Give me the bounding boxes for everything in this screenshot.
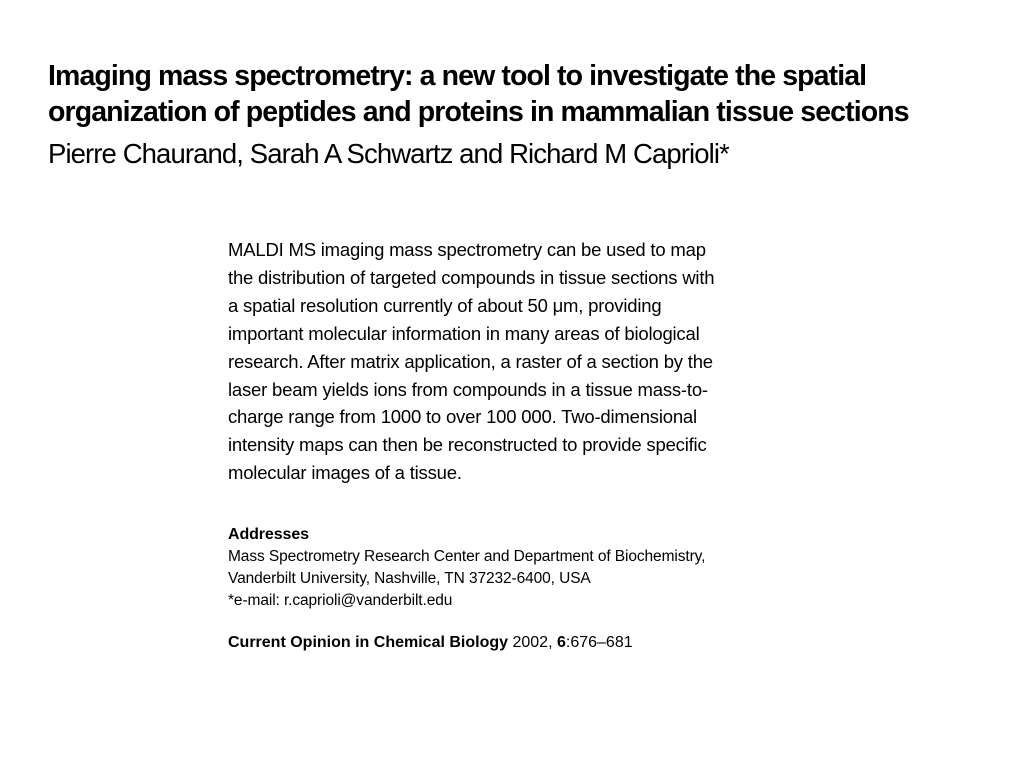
abstract-line: intensity maps can then be reconstructed to provide specific <box>228 434 707 456</box>
abstract-line: laser beam yields ions from compounds in a tissue mass-to- <box>228 378 708 400</box>
title-line-1: Imaging mass spectrometry: a new tool to investigate the spatial <box>48 60 867 92</box>
citation-volume: 6 <box>556 634 566 651</box>
title-line-2: organization of peptides and proteins in mammalian tissue sections <box>48 96 909 128</box>
address-line: Mass Spectrometry Research Center and Department of Biochemistry, <box>228 548 706 565</box>
paper-title <box>48 58 1008 130</box>
abstract-line: MALDI MS imaging mass spectrometry can be used to map <box>228 239 706 260</box>
address-line: Vanderbilt University, Nashville, TN 37232-6400, USA <box>228 570 591 587</box>
abstract <box>228 236 808 487</box>
email-line: *e-mail: r.caprioli@vanderbilt.edu <box>228 592 453 609</box>
addresses-heading: Addresses <box>228 526 309 543</box>
abstract-line: important molecular information in many areas of biological <box>228 322 700 344</box>
citation-year: 2002, <box>512 634 553 651</box>
citation <box>228 632 633 654</box>
abstract-line: the distribution of targeted compounds in tissue sections with <box>228 266 715 288</box>
abstract-line: charge range from 1000 to over 100 000. Two-dimensional <box>228 406 697 428</box>
authors: Pierre Chaurand, Sarah A Schwartz and Richard M Caprioli* <box>48 138 729 169</box>
abstract-line: molecular images of a tissue. <box>228 462 462 484</box>
addresses-block <box>228 524 705 612</box>
abstract-line: a spatial resolution currently of about 50 μm, providing <box>228 294 662 316</box>
abstract-line: research. After matrix application, a raster of a section by the <box>228 350 713 372</box>
citation-pages: :676–681 <box>565 634 633 651</box>
journal-name: Current Opinion in Chemical Biology <box>228 634 509 651</box>
